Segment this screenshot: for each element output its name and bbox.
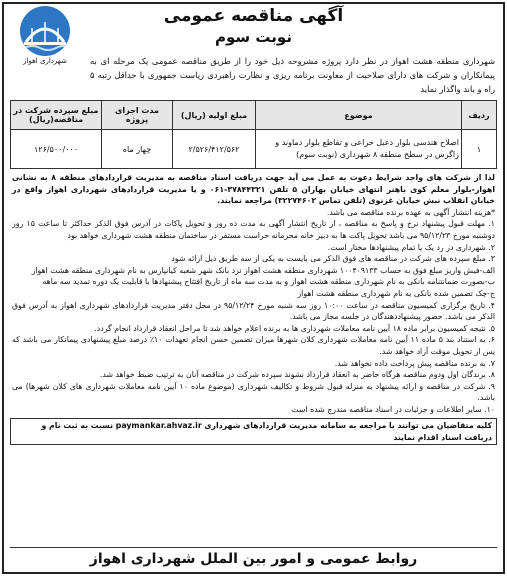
term-item: ب-بصورت ضمانتنامه بانکی به نام شهرداری منطقه هشت اهواز و به مدت سه ماه از تاریخ افتتاح پیشنهادها با قابلیت یک دوره تمدید سه ماهه [42, 277, 495, 287]
term-item: ۳. مبلغ سپرده های شرکت در مناقصه های فوق الذکر می بایست به یکی از سه طریق ذیل ارائه شود [171, 254, 495, 264]
table-header-row [11, 101, 497, 130]
tender-table [10, 100, 497, 169]
row-subject: اصلاح هندسی بلوار دعبل خزاعی و تقاطع بلوار دماوند و زاگرس در سطح منطقه ۸ شهرداری (نوبت سوم) [256, 130, 462, 169]
footer-signature: روابط عمومی و امور بین الملل شهرداری اهواز [10, 547, 497, 570]
term-item: *هزینه انتشار آگهی به عهده برنده مناقصه می باشد. [326, 207, 495, 217]
contact-paragraph: لذا از شرکت های واجد شرایط دعوت به عمل می آید جهت دریافت اسناد مناقصه به مدیریت قراردادهای منطقه ۸ به نشانی اهواز-بلوار معلم کوی باهنر انتهای خیابان بهاران ۵ تلفن ۳۷۸۴۴۳۲۱-۰۶۱ و یا مدیریت قراردادهای شهرداری اهواز واقع در خیابان انقلاب نبش خیابان غزنوی (تلفن تماس ۳۲۲۷۴۶۰۲) مراجعه نمایند. [12, 173, 495, 206]
term-item: ۹. شرکت در مناقصه و ارائه پیشنهاد به منزله قبول شروط و تکالیف شهرداری (موضوع ماده ۱۰ آیین نامه معاملات شهرداری های کلان شهرها) می باشد. [12, 381, 495, 403]
term-item: الف-فیش واریز مبلغ فوق به حساب ۱۰۰۴۰۹۱۳۳ شهرداری منطقه هشت اهواز نزد بانک شهر شعبه کیانپارس به نام شهرداری منطقه هشت اهواز [31, 265, 495, 275]
logo-emblem-icon [20, 6, 70, 56]
column-header: مبلغ سپرده شرکت در مناقصه(ریال) [11, 101, 102, 130]
column-header: موضوع [256, 101, 462, 130]
notice-page [2, 2, 505, 574]
table-row [11, 130, 497, 169]
municipality-logo [8, 6, 82, 70]
page-subtitle: نوبت سوم [215, 28, 292, 46]
website-notice: کلیه متقاضیان می توانند با مراجعه به سامانه مدیریت قراردادهای شهرداری paymankar.ahvaz.ir نسبت به ثبت نام و دریافت اسناد اقدام نمایند [10, 418, 497, 445]
term-item: ۴. تاریخ برگزاری کمیسیون مناقصه در ساعت ۱۰:۰۰ روز سه شنبه مورخ ۹۵/۱۲/۲۴ در محل دفتر مدیریت قراردادهای شهرداری اهواز به آدرس فوق الذکر می باشد. حضور پیشنهاددهندگان در جلسه مجاز می باشد. [12, 300, 495, 322]
term-item: ۱. مهلت قبول پیشنهاد نرخ و پاسخ به مناقصه ، از تاریخ انتشار آگهی به مدت ده روز و تحویل پاکات در آدرس فوق الذکر حداکثر تا ساعت ۱۵ روز دوشنبه مورخ ۹۵/۱۲/۲۳ می باشد تحویل پاکت ها به دبیر خانه محرمانه حراست مستقر در ساختمان منطقه هشت شهرداری خواهد بود [12, 219, 495, 240]
logo-caption: شهرداری اهواز [23, 57, 67, 65]
term-item: ۶. به استناد بند ۵ ماده ۱۱ آیین نامه معاملات شهرداری کلان شهرها میزان تضمین حسن انجام تعهدات ۱۰٪ درصد مبلغ پیشنهادی پیمانکار می باشد که پس از تحویل موقت آزاد خواهد شد. [12, 335, 495, 356]
column-header: ردیف [462, 101, 497, 130]
column-header: مدت اجرای پروژه [102, 101, 173, 130]
page-title: آگهی مناقصه عمومی [163, 6, 344, 26]
header [4, 4, 503, 65]
row-amount: ۲/۵۲۶/۴۱۲/۵۶۲ [173, 130, 256, 169]
term-item: ۱۰. سایر اطلاعات و جزئیات در اسناد مناقصه مندرج شده است [291, 404, 495, 414]
terms-body [4, 169, 503, 415]
intro-text: شهرداری منطقه هشت اهواز در نظر دارد پروژه مشروحه ذیل خود را از طریق مناقصه عمومی یک مرحله ای به پیمانکاران و شرکت های دارای صلاحیت از معاونت برنامه ریزی و نظارت راهبردی ریاست جمهوری با حداقل رتبه ۵ راه و باند واگذار نماید [90, 56, 495, 94]
column-header: مبلغ اولیه (ریال) [173, 101, 256, 130]
term-item: ۸. برندگان اول ودوم مناقصه هرگاه حاضر به انعقاد قرارداد نشوند سپرده شرکت در مناقصه آنان به ترتیب ضبط خواهد شد. [99, 370, 495, 380]
term-item: ج-چک تضمین شده بانکی به نام شهرداری منطقه هشت اهواز [297, 288, 495, 298]
row-index: ۱ [462, 130, 497, 169]
term-item: ۷. به برنده مناقصه پیش پرداخت داده نخواهد شد. [334, 358, 495, 368]
row-duration: چهار ماه [102, 130, 173, 169]
term-item: ۵. نتیجه کمیسیون برابر ماده ۱۸ آیین نامه معاملات شهرداری ها به برنده اعلام خواهد شد تا مراحل انعقاد قرارداد انجام گردد. [94, 323, 495, 333]
term-item: ۲. شهرداری در رد یک یا تمام پیشنهادها مختار است. [327, 242, 495, 252]
row-deposit: ۱۲۶/۵۰۰/۰۰۰ [11, 130, 102, 169]
